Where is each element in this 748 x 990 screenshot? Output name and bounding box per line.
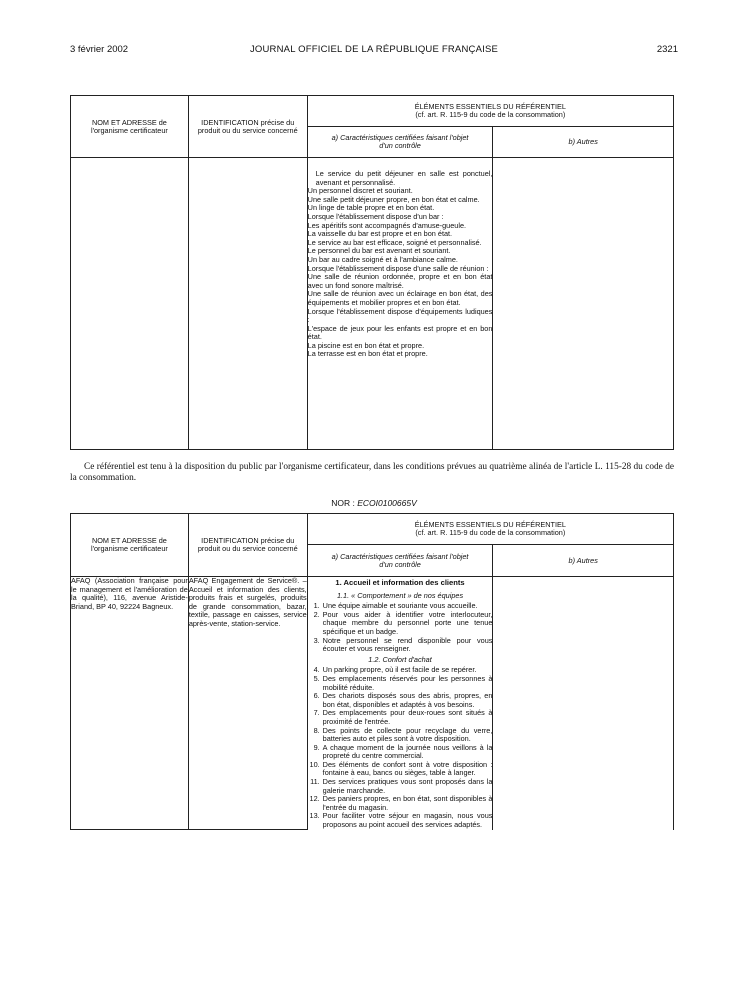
numbered-item: 11. Des services pratiques vous sont proposés dans la galerie marchande.: [310, 777, 493, 795]
cell-autres: [493, 577, 674, 830]
cell-organisme: [71, 577, 189, 830]
criterion: Lorsque l'établissement dispose d'équipements ludiques :: [307, 306, 493, 325]
numbered-item: 9. A chaque moment de la journée nous veillons à la propreté du centre commercial.: [313, 742, 493, 761]
header-identification: IDENTIFICATION précise du produit ou du service concerné: [188, 514, 307, 577]
numbered-item: 4. Un parking propre, où il est facile de se repérer.: [313, 665, 477, 675]
header-elements-sub: (cf. art. R. 115-9 du code de la consommation): [415, 528, 566, 537]
numbered-item: 6. Des chariots disposés sous des abris, propres, en bon état, disponibles et adaptés à vos besoins.: [313, 691, 493, 709]
page-header: [0, 44, 748, 58]
header-criteres: a) Caractéristiques certifiées faisant l'objet d'un contrôle: [307, 127, 493, 158]
criterion: Les apéritifs sont accompagnés d'amuse-gueule.: [307, 220, 467, 230]
cell-criteres: [307, 577, 493, 830]
numbered-item: 1. Une équipe aimable et souriante vous accueille.: [313, 601, 478, 611]
criterion: La piscine est en bon état et propre.: [307, 340, 425, 350]
criterion: Un personnel discret et souriant.: [307, 186, 413, 196]
numbered-item: 5. Des emplacements réservés pour les personnes à mobilité réduite.: [313, 673, 493, 692]
numbered-item: 3. Notre personnel se rend disponible pour vous écouter et vous renseigner.: [313, 635, 493, 654]
nor-reference: [0, 498, 748, 508]
referentiel-table-2: [70, 513, 674, 830]
criterion: La vaisselle du bar est propre et en bon état.: [307, 229, 453, 239]
subsection-heading: 1.2. Confort d'achat: [368, 654, 432, 664]
cell-identification: [188, 158, 307, 450]
numbered-item: 12. Des paniers propres, en bon état, sont disponibles à l'entrée du magasin.: [309, 794, 493, 812]
cell-identification: [188, 577, 307, 830]
journal-title: JOURNAL OFFICIEL DE LA RÉPUBLIQUE FRANÇAISE: [249, 44, 499, 55]
header-elements-title: ÉLÉMENTS ESSENTIELS DU RÉFÉRENTIEL: [414, 520, 566, 529]
criterion: Une salle petit déjeuner propre, en bon état et calme.: [307, 194, 480, 204]
numbered-item: 13. Pour faciliter votre séjour en magasin, nous vous proposons au point accueil des services adaptés.: [309, 811, 493, 830]
criterion: Un linge de table propre et en bon état.: [307, 203, 435, 213]
organisme-text: AFAQ (Association française pour le management et l'amélioration de la qualité), 116, avenue Aristide-Briand, BP 40, 92224 Bagneux.: [71, 576, 188, 611]
page-date: 3 février 2002: [70, 44, 129, 55]
cell-autres: [493, 158, 674, 450]
header-autres: b) Autres: [493, 127, 674, 158]
identification-text: AFAQ Engagement de Service®. – Accueil et information des clients, produits frais et surgelés, produits de grande consommation, bazar, textile, passage en caisses, service après-vente, station-service.: [188, 576, 307, 628]
referentiel-note: Ce référentiel est tenu à la disposition du public par l'organisme certificateur, dans les conditions prévues au quatrième alinéa de l'article L. 115-28 du code de la consommation.: [70, 462, 674, 483]
header-elements: [307, 96, 673, 127]
criterion: Une salle de réunion ordonnée, propre et en bon état avec un fond sonore maîtrisé.: [307, 272, 493, 290]
criterion: Le service du petit déjeuner en salle est ponctuel, avenant et personnalisé.: [315, 169, 493, 187]
header-organisme: NOM ET ADRESSE de l'organisme certificateur: [71, 514, 189, 577]
header-elements-sub: (cf. art. R. 115-9 du code de la consommation): [415, 110, 566, 119]
numbered-item: 10. Des éléments de confort sont à votre disposition : fontaine à eau, bancs ou sièges, table à langer.: [309, 759, 493, 778]
page-number: 2321: [656, 44, 678, 55]
criterion: La terrasse est en bon état et propre.: [307, 349, 428, 359]
numbered-item: 2. Pour vous aider à identifier votre interlocuteur, chaque membre du personnel porte une tenue spécifique et un badge.: [313, 609, 493, 636]
criterion: L'espace de jeux pour les enfants est propre et en bon état.: [307, 323, 493, 342]
section-heading: 1. Accueil et information des clients: [335, 578, 465, 587]
header-criteres: a) Caractéristiques certifiées faisant l'objet d'un contrôle: [307, 545, 493, 577]
referentiel-table-1: [70, 95, 674, 450]
header-autres: b) Autres: [493, 545, 674, 577]
nor-code: ECOI0100665V: [357, 498, 417, 508]
header-identification: IDENTIFICATION précise du produit ou du service concerné: [188, 96, 307, 158]
nor-label: NOR :: [331, 498, 355, 508]
header-elements-title: ÉLÉMENTS ESSENTIELS DU RÉFÉRENTIEL: [414, 102, 566, 111]
header-organisme: NOM ET ADRESSE de l'organisme certificateur: [71, 96, 189, 158]
criterion: Un bar au cadre soigné et à l'ambiance calme.: [307, 254, 458, 264]
cell-organisme: [71, 158, 189, 450]
numbered-item: 7. Des emplacements pour deux-roues sont situés à proximité de l'entrée.: [313, 708, 493, 726]
cell-criteres: [307, 158, 493, 450]
header-elements: [307, 514, 673, 545]
criterion: Lorsque l'établissement dispose d'une salle de réunion :: [307, 263, 489, 273]
criterion: Le service au bar est efficace, soigné et personnalisé.: [307, 237, 482, 247]
criterion: Une salle de réunion avec un éclairage en bon état, des équipements et mobilier propres et en bon état.: [307, 289, 493, 307]
criterion: Lorsque l'établissement dispose d'un bar :: [307, 211, 444, 221]
numbered-item: 8. Des points de collecte pour recyclage du verre, batteries auto et piles sont à votre disposition.: [313, 725, 493, 744]
criterion: Le personnel du bar est avenant et souriant.: [307, 246, 451, 256]
subsection-heading: 1.1. « Comportement » de nos équipes: [336, 590, 464, 600]
